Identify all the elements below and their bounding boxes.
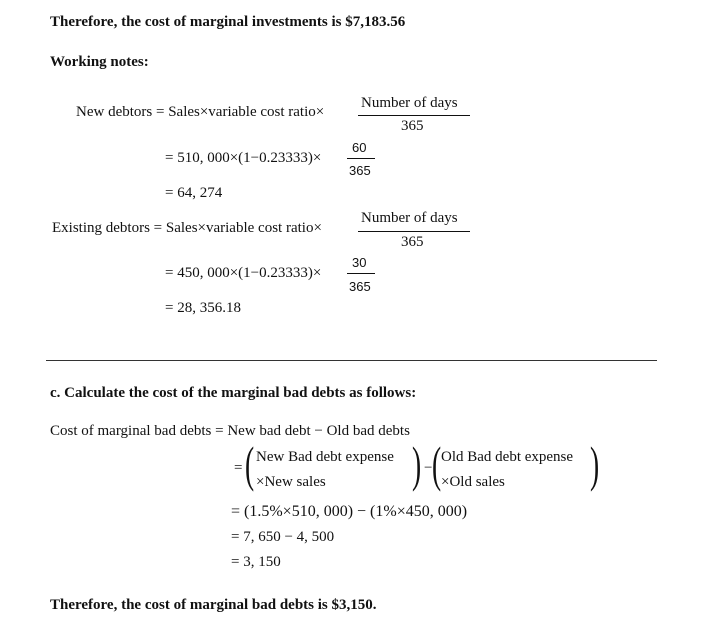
new-debtors-fraction-bar (358, 115, 470, 116)
old-bad-debt-expense: Old Bad debt expense (441, 449, 574, 465)
new-bad-debt-expense: New Bad debt expense (256, 449, 394, 465)
new-debtors-step2-numerator: 60 (352, 140, 367, 155)
new-debtors-step2-fraction-bar (347, 158, 375, 159)
new-debtors-fraction-denominator: 365 (401, 118, 424, 134)
existing-debtors-step2-numerator: 30 (352, 255, 367, 270)
existing-debtors-label: Existing debtors = Sales×variable cost ratio× (52, 220, 322, 236)
existing-debtors-fraction-numerator: Number of days (361, 210, 458, 226)
bad-debts-formula: Cost of marginal bad debts = New bad debt − Old bad debts (50, 423, 410, 439)
bad-debts-eq-sign: = (234, 460, 243, 476)
existing-debtors-result: = 28, 356.18 (165, 300, 241, 316)
new-debtors-fraction-numerator: Number of days (361, 95, 458, 111)
left-paren-new: ( (245, 436, 255, 492)
existing-debtors-fraction-denominator: 365 (401, 234, 424, 250)
new-debtors-step2: = 510, 000×(1−0.23333)× (165, 150, 322, 166)
left-paren-old: ( (432, 436, 442, 492)
conclusion-marginal-bad-debts: Therefore, the cost of marginal bad debts is $3,150. (50, 597, 377, 613)
conclusion-marginal-investments: Therefore, the cost of marginal investments is $7,183.56 (50, 14, 406, 30)
part-c-heading: c. Calculate the cost of the marginal bad debts as follows: (50, 385, 417, 401)
new-debtors-step2-denominator: 365 (349, 163, 371, 178)
existing-debtors-step2-fraction-bar (347, 273, 375, 274)
existing-debtors-fraction-bar (358, 231, 470, 232)
bad-debts-minus: − (424, 460, 433, 476)
new-debtors-result: = 64, 274 (165, 185, 223, 201)
bad-debts-step3: = (1.5%×510, 000) − (1%×450, 000) (231, 503, 468, 520)
working-notes-heading: Working notes: (50, 54, 149, 70)
existing-debtors-step2: = 450, 000×(1−0.23333)× (165, 265, 322, 281)
section-divider (46, 360, 657, 361)
bad-debts-step4: = 7, 650 − 4, 500 (231, 529, 335, 545)
new-debtors-label: New debtors = Sales×variable cost ratio× (76, 104, 325, 120)
bad-debts-step5: = 3, 150 (231, 554, 281, 570)
existing-debtors-step2-denominator: 365 (349, 279, 371, 294)
new-sales: ×New sales (256, 474, 326, 490)
right-paren-new: ) (412, 436, 422, 492)
right-paren-old: ) (590, 436, 600, 492)
old-sales: ×Old sales (441, 474, 505, 490)
